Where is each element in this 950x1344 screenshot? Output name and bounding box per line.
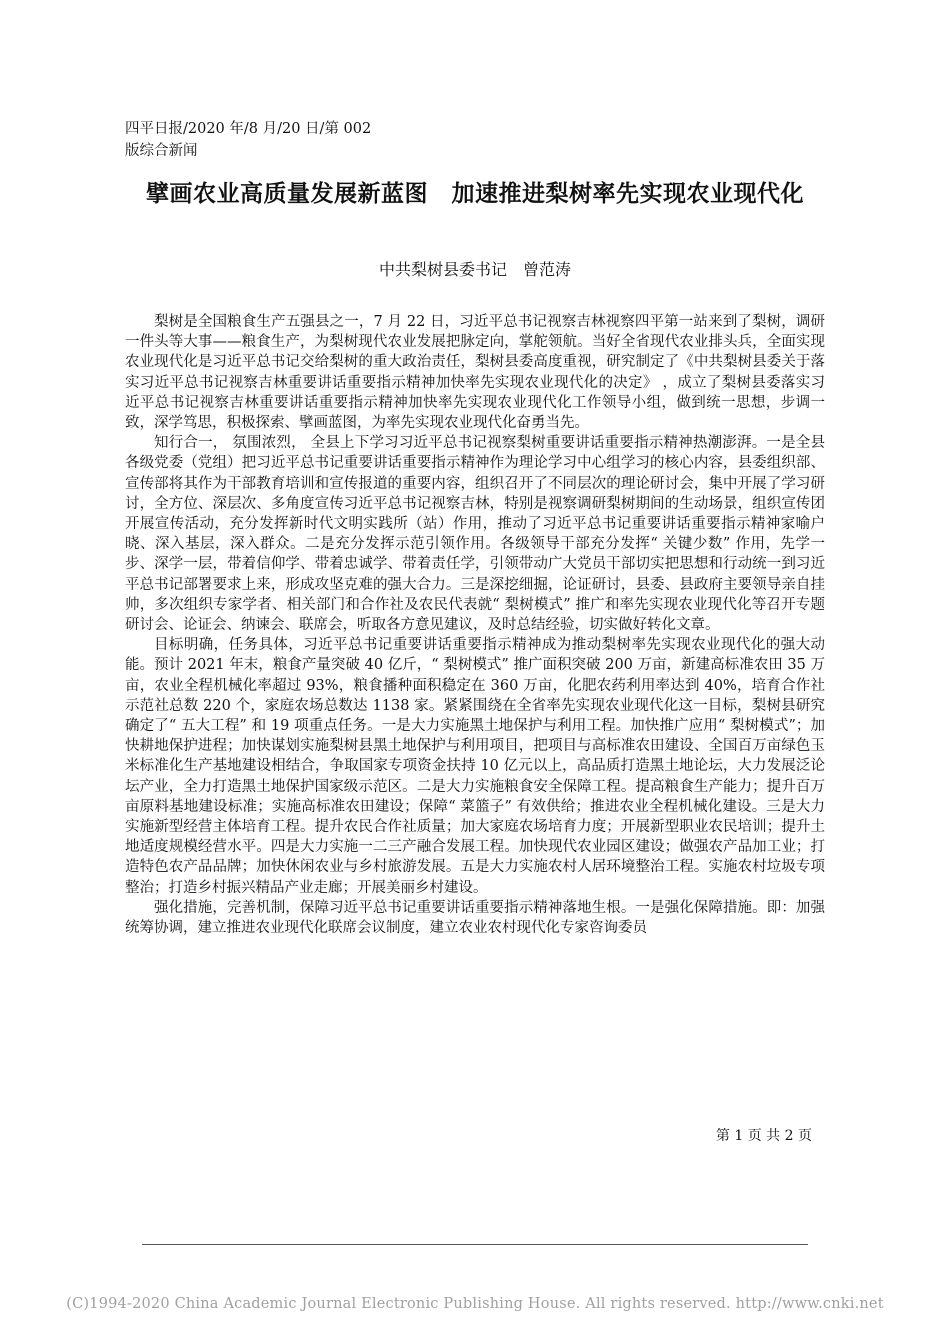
paragraph: 强化措施，完善机制，保障习近平总书记重要讲话重要指示精神落地生根。一是强化保障措施。即：加强统筹协调，建立推进农业现代化联席会议制度，建立农业农村现代化专家咨询委员 — [125, 899, 825, 937]
article-body — [125, 312, 825, 938]
copyright-watermark: (C)1994-2020 China Academic Journal Electronic Publishing House. All rights reserved. http://www.cnki.net — [66, 1296, 884, 1312]
paragraph: 梨树是全国粮食生产五强县之一，7 月 22 日，习近平总书记视察吉林视察四平第一站来到了梨树，调研一件头等大事——粮食生产，为梨树现代农业发展把脉定向，掌舵领航。当好全省现代农业排头兵，全面实现农业现代化是习近平总书记交给梨树的重大政治责任，梨树县委高度重视，研究制定了《中共梨树县委关于落实习近平总书记视察吉林重要讲话重要指示精神加快率先实现农业现代化的决定》 ，成立了梨树县委落实习近平总书记视察吉林重要讲话重要指示精神加快率先实现农业现代化工作领导小组，做到统一思想，步调一致，深学笃思，积极探索、擘画蓝图，为率先实现农业现代化奋勇当先。 — [125, 314, 825, 432]
source-line-section: 版综合新闻 — [125, 143, 198, 159]
paragraph: 知行合一， 氛围浓烈， 全县上下学习习近平总书记视察梨树重要讲话重要指示精神热潮澎湃。一是全县各级党委（党组）把习近平总书记重要讲话重要指示精神作为理论学习中心组学习的核心内容，县委组织部、宣传部将其作为干部教育培训和宣传报道的重要内容，组织召开了不同层次的理论研讨会，集中开展了学习研讨，全方位、深层次、多角度宣传习近平总书记视察吉林，特别是视察调研梨树期间的生动场景，组织宣传团开展宣传活动，充分发挥新时代文明实践所（站）作用，推动了习近平总书记重要讲话重要指示精神家喻户晓、深入基层，深入群众。二是充分发挥示范引领作用。各级领导干部充分发挥“ 关键少数” 作用，先学一步、深学一层，带着信仰学、带着忠诚学、带着责任学，引领带动广大党员干部切实把思想和行动统一到习近平总书记部署要求上来，形成攻坚克难的强大合力。三是深挖细掘，论证研讨，县委、县政府主要领导亲自挂帅，多次组织专家学者、相关部门和合作社及农民代表就“ 梨树模式” 推广和率先实现农业现代化等召开专题研讨会、论证会、纳谏会、联席会，听取各方意见建议，及时总结经验，切实做好转化文章。 — [125, 435, 825, 634]
footer-divider — [142, 1244, 808, 1245]
article-title: 擘画农业高质量发展新蓝图 加速推进梨树率先实现农业现代化 — [146, 181, 804, 207]
source-info — [125, 118, 425, 162]
article-author: 中共梨树县委书记 曾范涛 — [378, 260, 571, 279]
source-line-publication: 四平日报/2020 年/8 月/20 日/第 002 — [125, 121, 372, 137]
page-number: 第 1 页 共 2 页 — [715, 1128, 812, 1144]
paragraph: 目标明确，任务具体，习近平总书记重要讲话重要指示精神成为推动梨树率先实现农业现代化的强大动能。预计 2021 年末，粮食产量突破 40 亿斤，“ 梨树模式” 推广面积突破 200 万亩，新建高标准农田 35 万亩，农业全程机械化率超过 93%，粮食播种面积稳定在 360 万亩，化肥农药利用率达到 40%，培育合作社示范社总数 220 个，家庭农场总数达 1138 家。紧紧围绕在全省率先实现农业现代化这一目标，梨树县研究确定了“ 五大工程” 和 19 项重点任务。一是大力实施黑土地保护与利用工程。加快推广应用“ 梨树模式”；加快耕地保护进程；加快谋划实施梨树县黑土地保护与利用项目，把项目与高标准农田建设、全国百万亩绿色玉米标准化生产基地建设相结合，争取国家专项资金扶持 10 亿元以上，高品质打造黑土地论坛，大力发展泛论坛产业，全力打造黑土地保护国家级示范区。二是大力实施粮食安全保障工程。提高粮食生产能力；提升百万亩原料基地建设标准；实施高标准农田建设；保障“ 菜篮子” 有效供给；推进农业全程机械化建设。三是大力实施新型经营主体培育工程。提升农民合作社质量；加大家庭农场培育力度；开展新型职业农民培训；提升土地适度规模经营水平。四是大力实施一二三产融合发展工程。加快现代农业园区建设；做强农产品加工业；打造特色农产品品牌；加快休闲农业与乡村旅游发展。五是大力实施农村人居环境整治工程。实施农村垃圾专项整治；打造乡村振兴精品产业走廊；开展美丽乡村建设。 — [125, 637, 825, 896]
